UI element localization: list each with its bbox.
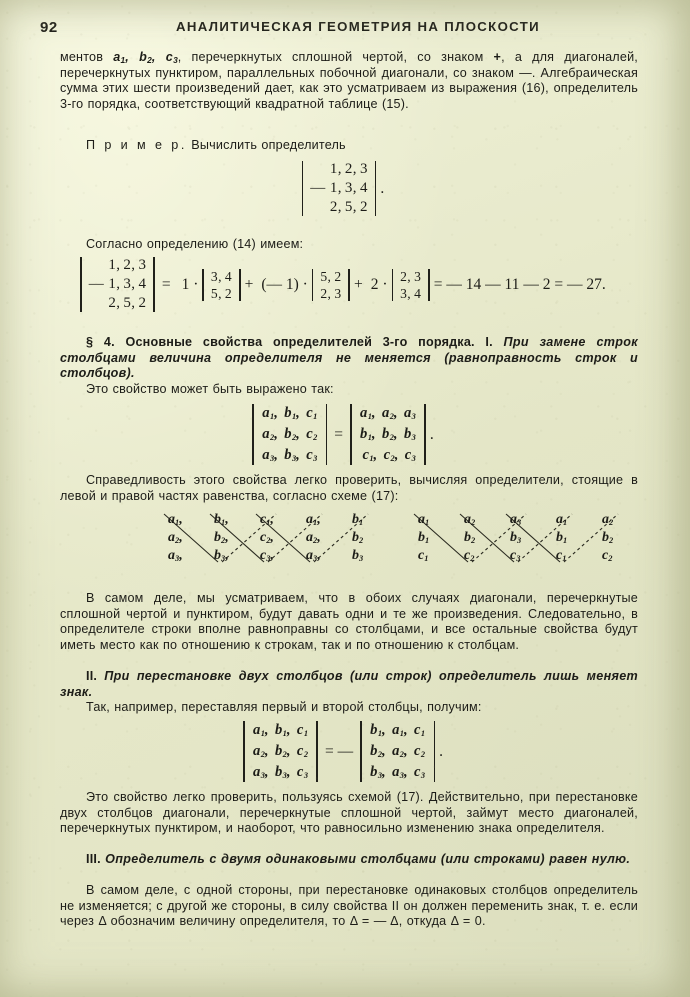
schema-cell: $a_3$ bbox=[510, 512, 522, 527]
cell: 2 bbox=[359, 199, 368, 215]
cell: 3 bbox=[414, 268, 422, 284]
cell: $c_2$ bbox=[306, 426, 318, 442]
determinant-row bbox=[250, 741, 311, 762]
cell: 5, bbox=[320, 268, 332, 284]
property-3-number: III. bbox=[86, 852, 101, 866]
schema-cell: $b_2$ bbox=[352, 530, 364, 545]
cell: $b_2$, bbox=[381, 426, 398, 442]
plus-sign: + bbox=[493, 50, 502, 64]
determinant-row bbox=[259, 424, 320, 445]
cell: 5, bbox=[210, 285, 222, 301]
schema-cell: $a_3$, bbox=[168, 548, 183, 563]
determinant-row bbox=[259, 403, 320, 424]
cell: 2 bbox=[138, 295, 147, 311]
cell: 1, bbox=[108, 257, 121, 273]
schema-cell: $a_1$, bbox=[306, 512, 321, 527]
schema-cell: $c_2$, bbox=[260, 530, 274, 545]
cell: $c_1$, bbox=[362, 447, 378, 463]
plus-sign-2: + bbox=[354, 275, 363, 293]
schema-cell: $b_2$, bbox=[214, 530, 229, 545]
cell: 3 bbox=[138, 257, 147, 273]
cell: $a_3$, bbox=[253, 764, 269, 780]
cell: $a_3$ bbox=[403, 405, 416, 421]
cell: 2, bbox=[329, 199, 342, 215]
determinant-rows bbox=[259, 403, 320, 466]
cell: 4 bbox=[224, 268, 233, 284]
expansion-result: = — 14 — 11 — 2 = — 27. bbox=[433, 275, 606, 293]
minor-2 bbox=[312, 268, 350, 302]
property-2-text: При перестановке двух столбцов (или строк) определитель лишь меняет знак. bbox=[60, 669, 638, 699]
minor-row bbox=[209, 268, 233, 285]
cell: 5, bbox=[344, 199, 357, 215]
schema-cell: $c_3$, bbox=[260, 548, 274, 563]
determinant-row bbox=[250, 762, 311, 783]
minor-1 bbox=[202, 268, 240, 302]
determinant-row bbox=[357, 403, 419, 424]
determinant-rows bbox=[309, 160, 370, 217]
cell: $b_3$, bbox=[274, 764, 291, 780]
cell: 3, bbox=[123, 276, 136, 292]
cell: $b_3$ bbox=[403, 426, 416, 442]
schema-cell: $c_1$ bbox=[418, 548, 429, 563]
determinant-rows bbox=[250, 720, 311, 783]
schema-left-glyphs bbox=[162, 506, 390, 568]
minus-sign: — bbox=[519, 65, 532, 80]
determinant-row bbox=[367, 741, 428, 762]
cell: 1, bbox=[329, 161, 342, 177]
intro-part-4: . Алгебраическая сумма этих шести произведений дает, как это усматриваем из выражения (16), определитель 3-го порядка, соответствующий квадратной таблице (15). bbox=[60, 65, 638, 111]
determinant-example bbox=[302, 160, 377, 217]
display-swap-identity bbox=[0, 720, 690, 783]
display-example-determinant bbox=[0, 160, 690, 217]
cell: — 1, bbox=[88, 276, 121, 292]
determinant-transpose-left bbox=[252, 403, 327, 466]
cell: 2 bbox=[334, 268, 342, 284]
schema-cell: $a_2$, bbox=[168, 530, 183, 545]
cell: $b_1$, bbox=[284, 405, 301, 421]
display-transpose-identity bbox=[0, 403, 690, 466]
cell: $c_2$ bbox=[296, 743, 308, 759]
cell: $a_1$, bbox=[392, 722, 409, 738]
schema-cell: $b_1$, bbox=[214, 512, 229, 527]
cell: $c_3$ bbox=[306, 447, 318, 463]
cell: 2, bbox=[123, 257, 136, 273]
property-1-text: При замене строк столбцами величина определителя не меняется (равноправность строк и столбцов). bbox=[60, 335, 638, 381]
schema-17-right bbox=[412, 506, 640, 568]
cell: $b_2$, bbox=[370, 743, 387, 759]
determinant-row bbox=[367, 762, 428, 783]
paragraph-section-4 bbox=[60, 335, 638, 382]
coefficient-2: (— 1) · bbox=[261, 275, 308, 293]
minor-row bbox=[319, 268, 343, 285]
minor-row bbox=[399, 285, 423, 302]
determinant-rows bbox=[87, 256, 148, 313]
cell: $b_3$, bbox=[284, 447, 301, 463]
cell: 4 bbox=[359, 180, 368, 196]
paragraph-indeed-2: В самом деле, с одной стороны, при перестановке одинаковых столбцов определитель не изменяется; с другой же стороны, в силу свойства II он должен переменить знак, т. е. если через Δ обозначим величину определителя, то Δ = — Δ, откуда Δ = 0. bbox=[60, 883, 638, 929]
schema-17-left bbox=[162, 506, 390, 568]
schema-cell: $c_1$ bbox=[556, 548, 567, 563]
cell: $c_3$ bbox=[296, 764, 308, 780]
schema-cell: $a_2$ bbox=[464, 512, 476, 527]
schema-cell: $b_3$, bbox=[214, 548, 229, 563]
cell: $c_1$ bbox=[296, 722, 308, 738]
display-expansion bbox=[0, 256, 690, 313]
cell: $a_3$, bbox=[392, 764, 409, 780]
period-after-identity: . bbox=[439, 742, 443, 760]
cell: 3, bbox=[344, 180, 357, 196]
cell: 3 bbox=[334, 285, 342, 301]
schema-cell: $a_2$ bbox=[602, 512, 614, 527]
minor-row bbox=[399, 268, 423, 285]
cell: $c_1$ bbox=[306, 405, 318, 421]
schema-cell: $c_1$, bbox=[260, 512, 274, 527]
schema-cell: $b_2$ bbox=[464, 530, 476, 545]
determinant-rows bbox=[357, 403, 419, 466]
period-after-determinant: . bbox=[380, 179, 385, 197]
cell: $a_2$, bbox=[262, 426, 279, 442]
cell: $a_2$, bbox=[381, 405, 398, 421]
schema-cell: $a_3$, bbox=[306, 548, 321, 563]
determinant-row bbox=[367, 720, 428, 741]
coefficient-3: 2 · bbox=[370, 275, 388, 293]
determinant-row bbox=[309, 160, 370, 179]
determinant-row bbox=[87, 275, 148, 294]
schema-cell: $c_2$ bbox=[602, 548, 613, 563]
schema-cell: $b_1$ bbox=[418, 530, 430, 545]
coefficient-1: 1 · bbox=[181, 275, 199, 293]
cell: 3 bbox=[359, 161, 368, 177]
equals-sign: = bbox=[161, 275, 171, 293]
determinant-row bbox=[357, 424, 419, 445]
paragraph-property-2 bbox=[60, 669, 638, 700]
paragraph-easy-check: Это свойство легко проверить, пользуясь схемой (17). Действительно, при перестановке двух столбцов диагонали, перечеркнутые сплошной чертой, займут место диагоналей, перечеркнутых пунктиром, и наоборот, что равносильно изменению знака определителя. bbox=[60, 790, 638, 836]
paragraph-according: Согласно определению (14) имеем: bbox=[86, 237, 304, 251]
determinant-transpose-right bbox=[350, 403, 426, 466]
determinant-row bbox=[87, 294, 148, 313]
cell: 2, bbox=[344, 161, 357, 177]
minor-row bbox=[209, 285, 233, 302]
paragraph-property-3 bbox=[60, 852, 638, 868]
cell: $b_2$, bbox=[284, 426, 301, 442]
cell: $c_2$ bbox=[414, 743, 426, 759]
determinant-row bbox=[309, 198, 370, 217]
determinant-row bbox=[259, 445, 320, 466]
section-title: Основные свойства определителей 3-го порядка. bbox=[125, 335, 475, 349]
schema-cell: $b_3$ bbox=[510, 530, 522, 545]
cell: $b_1$, bbox=[370, 722, 387, 738]
cell: 5, bbox=[123, 295, 136, 311]
equals-sign: = bbox=[334, 425, 344, 443]
cell: 2, bbox=[108, 295, 121, 311]
schema-right-glyphs bbox=[412, 506, 640, 568]
equals-minus-sign: = — bbox=[325, 742, 354, 760]
cell: 4 bbox=[138, 276, 147, 292]
schema-cell: $a_2$, bbox=[306, 530, 321, 545]
section-number: § 4. bbox=[86, 335, 115, 349]
paragraph-indeed-1: В самом деле, мы усматриваем, что в обоих случаях диагонали, перечеркнутые сплошной чертой и пунктиром, будут давать одни и те же произведения. Следовательно, в определителе строки вполне равноправны со столбцами, и все остальные свойства будут иметь место как по отношению к строкам, так и по отношению к столбцам. bbox=[60, 591, 638, 652]
cell: 3, bbox=[210, 268, 222, 284]
cell: $b_1$, bbox=[360, 426, 376, 442]
determinant-swap-left bbox=[243, 720, 318, 783]
property-1-number: I. bbox=[485, 335, 493, 349]
minor-rows bbox=[319, 268, 343, 302]
cell: 2, bbox=[320, 285, 332, 301]
determinant-row bbox=[309, 179, 370, 198]
minor-3 bbox=[392, 268, 430, 302]
paragraph-property-expressed: Это свойство может быть выражено так: bbox=[86, 382, 334, 396]
determinant-swap-right bbox=[360, 720, 435, 783]
schema-cell: $b_1$ bbox=[352, 512, 364, 527]
minor-rows bbox=[399, 268, 423, 302]
cell: $a_2$, bbox=[253, 743, 269, 759]
determinant-row bbox=[87, 256, 148, 275]
example-text: Вычислить определитель bbox=[191, 138, 346, 152]
paragraph-example-lead bbox=[60, 138, 638, 154]
paragraph-intro bbox=[60, 50, 638, 112]
schema-cell: $a_1$, bbox=[168, 512, 183, 527]
schema-cell: $c_3$ bbox=[510, 548, 521, 563]
minor-row bbox=[319, 285, 343, 302]
cell: $a_2$, bbox=[392, 743, 409, 759]
cell: — 1, bbox=[310, 180, 342, 196]
schema-cell: $a_1$ bbox=[418, 512, 430, 527]
cell: 3, bbox=[400, 285, 412, 301]
cell: $c_2$, bbox=[383, 447, 399, 463]
intro-elements: $a_1$, $b_2$, $c_3$ bbox=[113, 50, 178, 65]
cell: $b_2$, bbox=[274, 743, 291, 759]
schema-cell: $c_2$ bbox=[464, 548, 475, 563]
cell: $b_3$, bbox=[370, 764, 387, 780]
intro-part-3: , а для диагоналей, перечеркнутых пунктиром, параллельных побочной диагонали, со знаком bbox=[60, 50, 638, 80]
paragraph-so-for-example: Так, например, переставляя первый и второй столбцы, получим: bbox=[86, 700, 482, 714]
paragraph-validity: Справедливость этого свойства легко проверить, вычисляя определители, стоящие в левой и правой частях равенства, согласно схеме (17): bbox=[60, 473, 638, 503]
running-head: АНАЛИТИЧЕСКАЯ ГЕОМЕТРИЯ НА ПЛОСКОСТИ bbox=[176, 19, 540, 34]
page-number: 92 bbox=[40, 19, 58, 36]
cell: 4 bbox=[414, 285, 422, 301]
property-3-text: Определитель с двумя одинаковыми столбцами (или строками) равен нулю. bbox=[105, 852, 631, 866]
schema-cell: $b_3$ bbox=[352, 548, 364, 563]
cell: $a_1$, bbox=[360, 405, 376, 421]
cell: 2, bbox=[400, 268, 412, 284]
cell: $a_1$, bbox=[262, 405, 279, 421]
cell: $a_3$, bbox=[262, 447, 279, 463]
property-2-number: II. bbox=[86, 669, 98, 683]
cell: 2 bbox=[224, 285, 233, 301]
minor-rows bbox=[209, 268, 233, 302]
determinant-lhs bbox=[80, 256, 155, 313]
determinant-row bbox=[250, 720, 311, 741]
schema-cell: $a_1$ bbox=[556, 512, 568, 527]
cell: $c_1$ bbox=[414, 722, 426, 738]
schema-cell: $b_2$ bbox=[602, 530, 614, 545]
cell: $a_1$, bbox=[253, 722, 269, 738]
schema-cell: $b_1$ bbox=[556, 530, 568, 545]
period-after-identity: . bbox=[429, 425, 434, 443]
plus-sign-1: + bbox=[244, 275, 254, 293]
intro-part-1: ментов bbox=[60, 50, 114, 64]
cell: $b_1$, bbox=[274, 722, 291, 738]
determinant-rows bbox=[367, 720, 428, 783]
cell: $c_3$ bbox=[414, 764, 426, 780]
cell: $c_3$ bbox=[404, 447, 416, 463]
example-label: П р и м е р. bbox=[86, 138, 187, 152]
intro-part-2: , перечеркнутых сплошной чертой, со знаком bbox=[177, 50, 494, 64]
determinant-row bbox=[357, 445, 419, 466]
